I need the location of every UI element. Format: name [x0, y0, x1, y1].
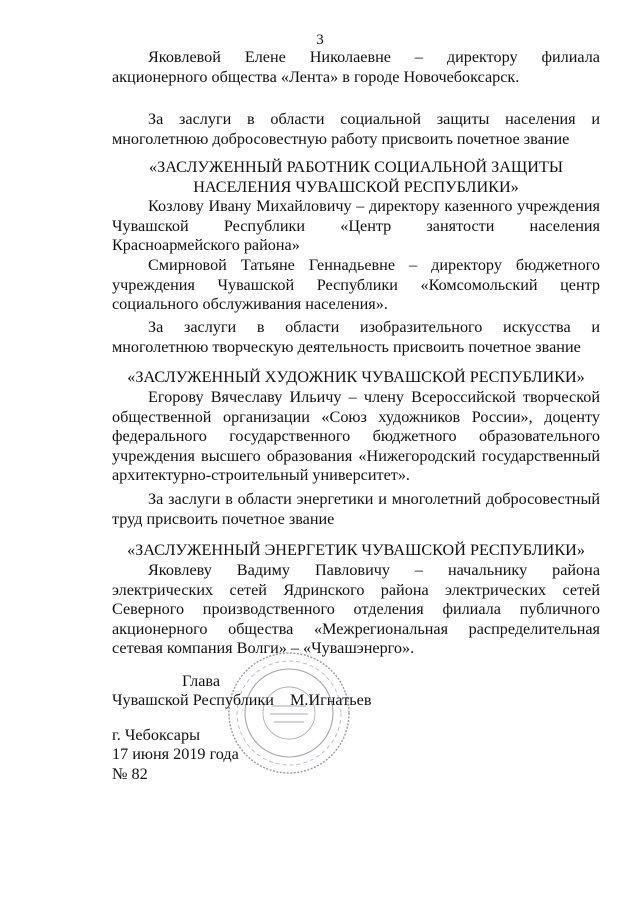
- awardee-kozlov: Козлову Ивану Михайловичу – директору казенного учреждения Чувашской Республики «Центр занятости населения Красноармейского района»: [112, 197, 600, 254]
- paragraph-award-lenta: Яковлевой Елене Николаевне – директору филиала акционерного общества «Лента» в городе Новочебоксарск.: [112, 48, 600, 86]
- awardee-egorov: Егорову Вячеславу Ильичу – члену Всероссийской творческой общественной организации «Союз художников России», доценту федерального государственного бюджетного образовательного учреждения высшего образования «Нижегородский государственный архитектурно-строительный университет».: [112, 388, 600, 484]
- page-number: 3: [316, 32, 324, 48]
- intro-social: За заслуги в области социальной защиты населения и многолетнюю добросовестную работу присвоить почетное звание: [112, 110, 600, 148]
- signing-city: г. Чебоксары: [112, 726, 200, 744]
- signature-title-line2: Чувашской Республики: [112, 691, 274, 709]
- signature-name: М.Игнатьев: [290, 691, 372, 709]
- signing-date: 17 июня 2019 года: [112, 745, 239, 763]
- awardee-smirnova: Смирновой Татьяне Геннадьевне – директору бюджетного учреждения Чувашской Республики «Комсомольский центр социального обслуживания населения».: [112, 256, 600, 313]
- signature-title-line1: Глава: [182, 672, 221, 690]
- title-energy: «ЗАСЛУЖЕННЫЙ ЭНЕРГЕТИК ЧУВАШСКОЙ РЕСПУБЛИКИ»: [127, 541, 585, 559]
- official-seal: [226, 650, 352, 776]
- title-art: «ЗАСЛУЖЕННЫЙ ХУДОЖНИК ЧУВАШСКОЙ РЕСПУБЛИКИ»: [127, 368, 585, 386]
- intro-energy: За заслуги в области энергетики и многолетний добросовестный труд присвоить почетное звание: [112, 490, 600, 528]
- title-social: «ЗАСЛУЖЕННЫЙ РАБОТНИК СОЦИАЛЬНОЙ ЗАЩИТЫ НАСЕЛЕНИЯ ЧУВАШСКОЙ РЕСПУБЛИКИ»: [149, 158, 563, 196]
- document-number: № 82: [112, 765, 148, 783]
- intro-art: За заслуги в области изобразительного искусства и многолетнюю творческую деятельность присвоить почетное звание: [112, 318, 600, 356]
- awardee-yakovlev: Яковлеву Вадиму Павловичу – начальнику района электрических сетей Ядринского района электрических сетей Северного производственного отделения филиала публичного акционерного общества «Межрегиональная распределительная сетевая компания Волги» – «Чувашэнерго».: [112, 561, 600, 657]
